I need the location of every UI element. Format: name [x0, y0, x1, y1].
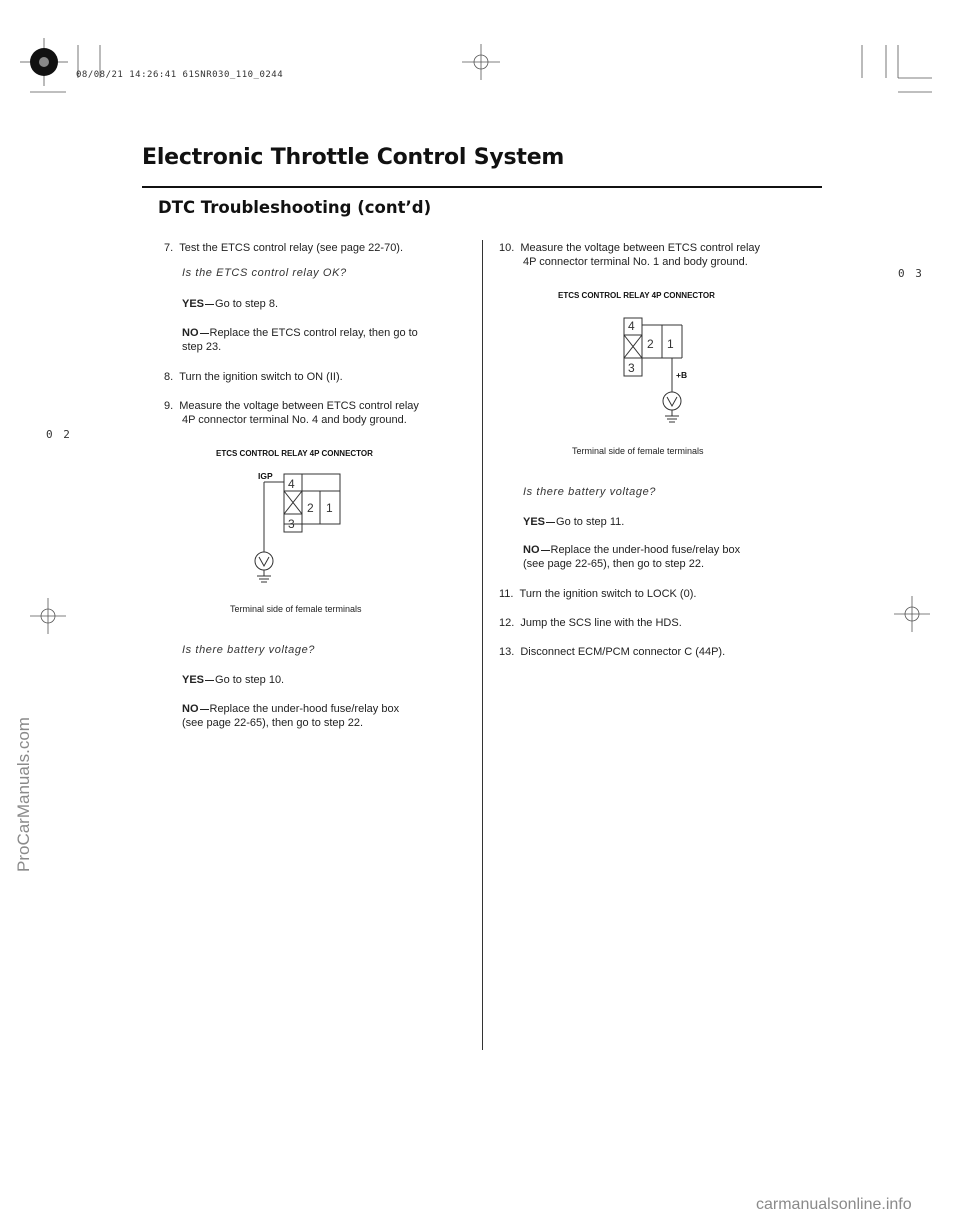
dash [546, 522, 555, 523]
step-text: Measure the voltage between ETCS control relay [520, 242, 761, 254]
connector-title: ETCS CONTROL RELAY 4P CONNECTOR [216, 449, 373, 458]
answer-yes-7 [182, 297, 278, 311]
pin-3: 3 [628, 361, 635, 375]
no-label: NO [182, 703, 199, 715]
step-text: Turn the ignition switch to ON (II). [179, 371, 343, 383]
step-10 [499, 241, 760, 269]
yes-label: YES [182, 674, 205, 686]
answer-no-10 [523, 543, 740, 571]
connector-title: ETCS CONTROL RELAY 4P CONNECTOR [558, 291, 715, 300]
step-text-cont: 4P connector terminal No. 1 and body ground. [523, 256, 748, 268]
answer-text-cont: step 23. [182, 341, 222, 353]
title-rule [142, 186, 822, 188]
step-9 [164, 399, 419, 427]
answer-text: Go to step 10. [215, 674, 285, 686]
watermark-bottom: carmanualsonline.info [756, 1196, 912, 1213]
question-7: Is the ETCS control relay OK? [182, 267, 347, 279]
page-title: Electronic Throttle Control System [142, 145, 565, 170]
step-number: 13. [499, 646, 515, 658]
step-7 [164, 241, 403, 255]
step-text: Test the ETCS control relay (see page 22-70). [179, 242, 404, 254]
step-text: Jump the SCS line with the HDS. [520, 617, 682, 629]
step-number: 12. [499, 617, 515, 629]
no-label: NO [523, 544, 540, 556]
step-13 [499, 645, 725, 659]
step-text: Disconnect ECM/PCM connector C (44P). [520, 646, 726, 658]
step-number: 10. [499, 242, 515, 254]
step-12 [499, 616, 682, 630]
wire-label-igp: IGP [258, 471, 273, 481]
answer-text-cont: (see page 22-65), then go to step 22. [523, 558, 705, 570]
pin-1: 1 [326, 501, 333, 515]
answer-text: Replace the ETCS control relay, then go to [209, 327, 418, 339]
pin-3: 3 [288, 517, 295, 531]
yes-label: YES [523, 516, 546, 528]
dash [205, 304, 214, 305]
answer-no-9 [182, 702, 399, 730]
question-10: Is there battery voltage? [523, 486, 657, 498]
question-9: Is there battery voltage? [182, 644, 316, 656]
print-stamp: 08/08/21 14:26:41 61SNR030_110_0244 [76, 70, 284, 80]
step-text-cont: 4P connector terminal No. 4 and body ground. [182, 414, 407, 426]
dash [200, 709, 209, 710]
answer-text: Go to step 8. [215, 298, 278, 310]
answer-text: Go to step 11. [556, 516, 625, 528]
step-11 [499, 587, 696, 601]
dash [200, 333, 209, 334]
answer-text: Replace the under-hood fuse/relay box [550, 544, 741, 556]
answer-no-7 [182, 326, 418, 354]
connector-diagram-left [240, 462, 370, 597]
step-number: 8. [164, 371, 174, 383]
step-number: 11. [499, 588, 514, 600]
answer-yes-9 [182, 673, 284, 687]
step-text: Measure the voltage between ETCS control relay [179, 400, 419, 412]
answer-text: Replace the under-hood fuse/relay box [209, 703, 400, 715]
pin-2: 2 [647, 337, 654, 351]
dash [541, 550, 550, 551]
pin-2: 2 [307, 501, 314, 515]
yes-label: YES [182, 298, 205, 310]
step-text: Turn the ignition switch to LOCK (0). [519, 588, 697, 600]
page-subtitle: DTC Troubleshooting (cont’d) [158, 198, 432, 217]
no-label: NO [182, 327, 199, 339]
step-8 [164, 370, 343, 384]
pin-4: 4 [288, 477, 295, 491]
connector-caption: Terminal side of female terminals [230, 604, 362, 614]
answer-yes-10 [523, 515, 624, 529]
watermark-left: ProCarManuals.com [14, 717, 33, 872]
pin-4: 4 [628, 319, 635, 333]
column-divider [482, 240, 483, 1050]
answer-text-cont: (see page 22-65), then go to step 22. [182, 717, 364, 729]
step-number: 7. [164, 242, 174, 254]
wire-label-b: +B [676, 370, 688, 380]
margin-mark-left: 0 2 [46, 428, 72, 441]
connector-diagram-right [600, 306, 730, 441]
margin-mark-right: 0 3 [898, 267, 924, 280]
connector-caption: Terminal side of female terminals [572, 446, 704, 456]
dash [205, 680, 214, 681]
pin-1: 1 [667, 337, 674, 351]
step-number: 9. [164, 400, 174, 412]
